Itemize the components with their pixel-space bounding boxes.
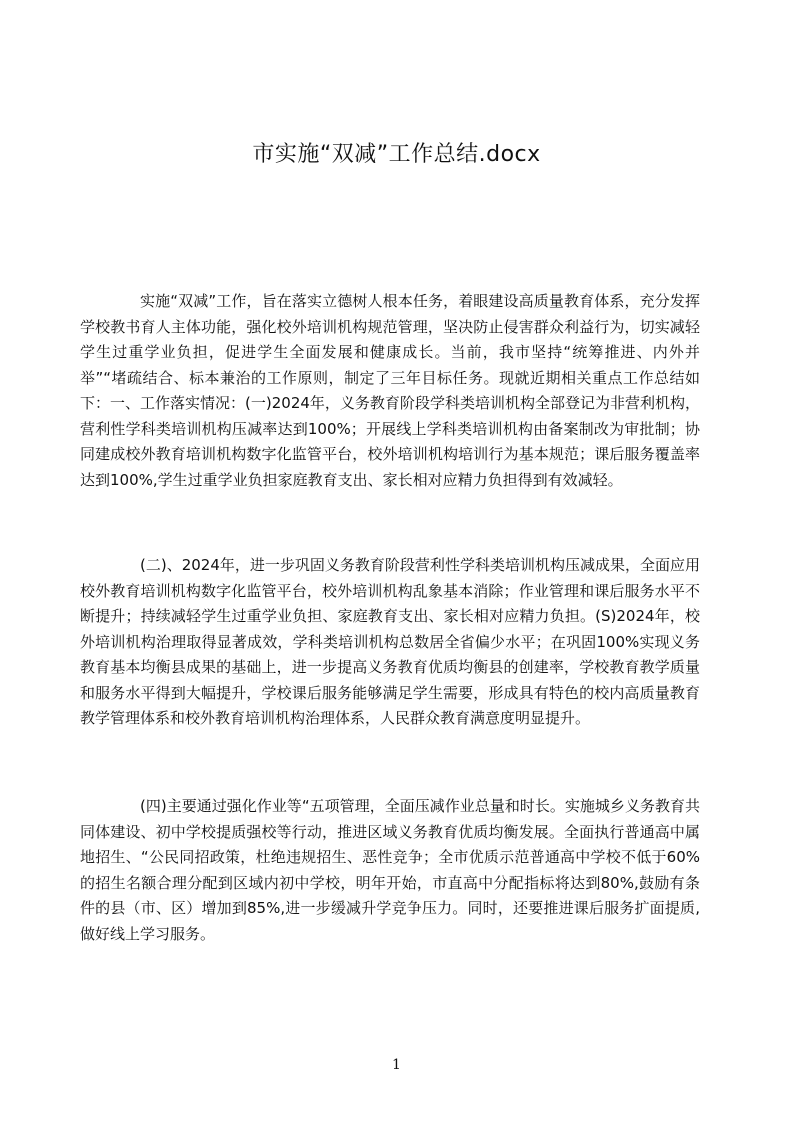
document-title: 市实施“双减”工作总结.docx xyxy=(252,142,541,167)
paragraph-1: 实施“双减”工作，旨在落实立德树人根本任务，着眼建设高质量教育体系，充分发挥学校教书育人主体功能，强化校外培训机构规范管理，坚决防止侵害群众利益行为，切实减轻学生过重学业负担，促进学生全面发展和健康成长。当前，我市坚持“统筹推进、内外并举”“堵疏结合、标本兼治的工作原则，制定了三年目标任务。现就近期相关重点工作总结如下：一、工作落实情况：(一)2024年，义务教育阶段学科类培训机构全部登记为非营利机构，营利性学科类培训机构压减率达到100%；开展线上学科类培训机构由备案制改为审批制；协同建成校外教育培训机构数字化监管平台，校外培训机构培训行为基本规范；课后服务覆盖率达到100%,学生过重学业负担家庭教育支出、家长相对应精力负担得到有效减轻。 xyxy=(80,292,700,489)
paragraph-3: (四)主要通过强化作业等“五项管理，全面压减作业总量和时长。实施城乡义务教育共同体建设、初中学校提质强校等行动，推进区域义务教育优质均衡发展。全面执行普通高中属地招生、“公民同招政策，杜绝违规招生、恶性竞争；全市优质示范普通高中学校不低于60%的招生名额合理分配到区域内初中学校，明年开始，市直高中分配指标将达到80%,鼓励有条件的县（市、区）增加到85%,进一步缓减升学竞争压力。同时，还要推进课后服务扩面提质,做好线上学习服务。 xyxy=(80,797,700,943)
paragraph-2: (二)、2024年，进一步巩固义务教育阶段营利性学科类培训机构压减成果，全面应用校外教育培训机构数字化监管平台，校外培训机构乱象基本消除；作业管理和课后服务水平不断提升；持续减轻学生过重学业负担、家庭教育支出、家长相对应精力负担。(S)2024年，校外培训机构治理取得显著成效，学科类培训机构总数居全省偏少水平；在巩固100%实现义务教育基本均衡县成果的基础上，进一步提高义务教育优质均衡县的创建率，学校教育教学质量和服务水平得到大幅提升，学校课后服务能够满足学生需要，形成具有特色的校内高质量教育教学管理体系和校外教育培训机构治理体系，人民群众教育满意度明显提升。 xyxy=(80,556,700,727)
page-number: 1 xyxy=(392,1057,401,1073)
